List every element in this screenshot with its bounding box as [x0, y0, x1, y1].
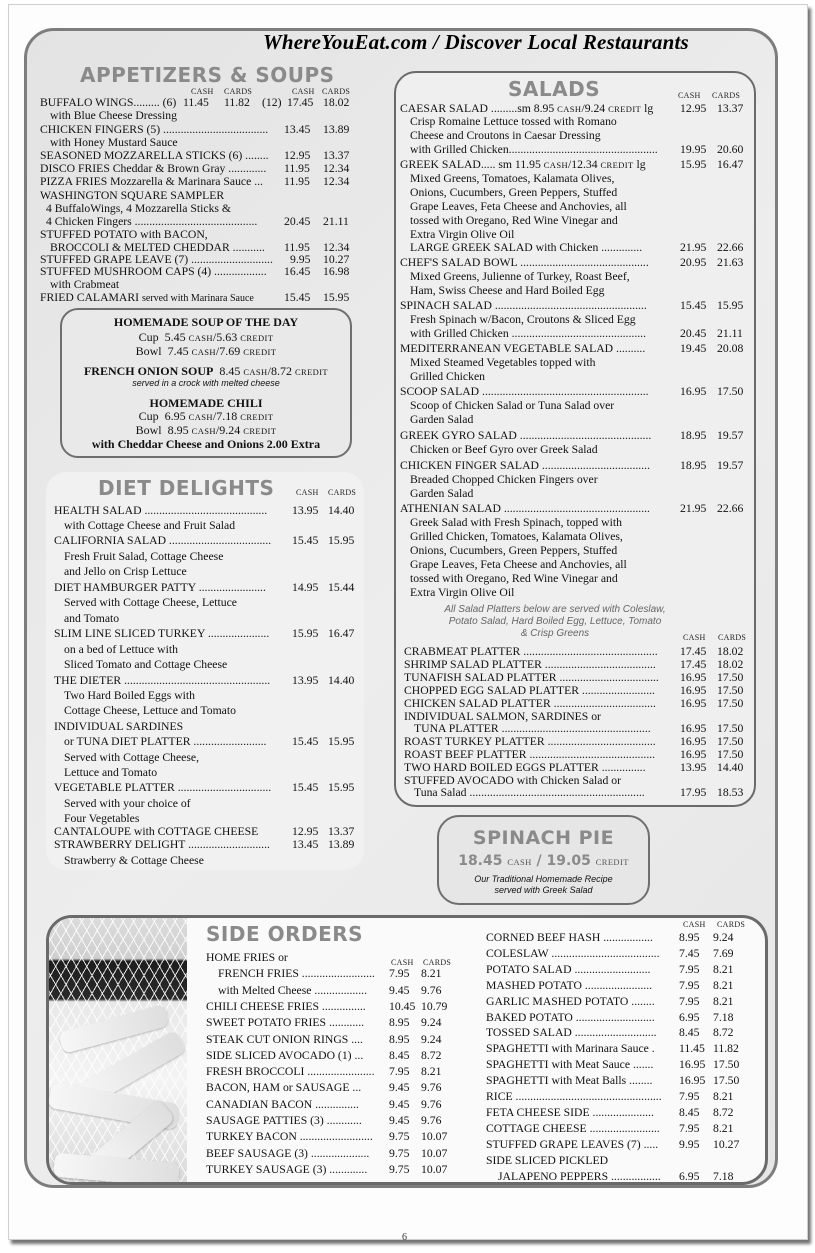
- item-desc: Two Hard Boiled Eggs with: [64, 689, 195, 702]
- onion-note: served in a crock with melted cheese: [132, 378, 280, 388]
- col-cards: CARDS: [328, 488, 357, 497]
- item-desc: Garden Salad: [410, 413, 474, 426]
- spinach-pie-price: 18.45 CASH / 19.05 CREDIT: [458, 853, 629, 869]
- chili-bowl: Bowl 8.95 CASH/9.24 CREDIT: [135, 423, 277, 437]
- item-desc: with Honey Mustard Sauce: [50, 136, 178, 149]
- site-title[interactable]: WhereYouEat.com / Discover Local Restaurants: [263, 30, 689, 54]
- salads-heading: SALADS: [508, 77, 601, 101]
- item-desc: tossed with Oregano, Red Wine Vinegar and: [410, 214, 618, 227]
- col-cards: CARDS: [712, 91, 741, 100]
- soup-bowl: Bowl 7.45 CASH/7.69 CREDIT: [135, 344, 277, 358]
- item-desc: Served with Cottage Cheese,: [64, 751, 200, 764]
- item-desc: Fresh Fruit Salad, Cottage Cheese: [64, 550, 224, 563]
- col-cash: CASH: [292, 87, 315, 96]
- salads-section: SALADS CASH CARDS CAESAR SALAD .........sm 8.95 CASH/9.24 CREDIT lg 12.95 13.37 Crisp Romaine Lettuce tossed with Romano Cheese and Croutons in Caesar Dressing with Grilled Chicken................................................... 19.95 20.60 GREEK SALAD..... sm 11.95 CASH/12.34 CREDIT lg 15.95 16.47 Mixed Greens, Tomatoes, Kalamata Olives, Onions, Cucumbers, Green Peppers, Stuffed Grape Leaves, Feta Cheese and Anchovies, all tossed with Oregano, Red Wine Vinegar and Extra Virgin Olive Oil LARGE GREEK SALAD with Chicken .............. 21.95 22.66 CHEF'S SALAD BOWL ............................................ 20.95 21.63 Mixed Greens, Julienne of Turkey, Roast Beef, Ham, Swiss Cheese and Hard Boiled Egg SPINACH SALAD .................................................... 15.45 15.95 Fresh Spinach w/Bacon, Croutons & Sliced Egg with Grilled Chicken .............................................. 20.45 21.11 MEDITERRANEAN VEGETABLE SALAD .......... 19.45 20.08 Mixed Steamed Vegetables topped with Grilled Chicken SCOOP SALAD ......................................................... 16.95 17.50 Scoop of Chicken Salad or Tuna Salad over Garden Salad GREEK GYRO SALAD ............................................. 18.95 19.57 Chicken or Beef Gyro over Greek Salad CHICKEN FINGER SALAD ..................................... 18.95 19.57 Breaded Chopped Chicken Fingers over Garden Salad ATHENIAN SALAD .................................................. 21.95 22.66 Greek Salad with Fresh Spinach, topped with Grilled Chicken, Tomatoes, Kalamata Olives, Onions, Cucumbers, Green Peppers, Stuffed Grape Leaves, Feta Cheese and Anchovies, all tossed with Oregano, Red Wine Vinegar and Extra Virgin Olive Oil All Salad Platters below are served with Coleslaw, Potato Salad, Hard Boiled Egg, Lettuce, Tomato & Crisp Greens CASH CARDS CRABMEAT PLATTER .............................................. 17.45 18.02 SHRIMP SALAD PLATTER ...................................... 17.45 18.02 TUNAFISH SALAD PLATTER .................................. 16.95 17.50 CHOPPED EGG SALAD PLATTER ......................... 16.95 17.50 CHICKEN SALAD PLATTER ................................... 16.95 17.50 INDIVIDUAL SALMON, SARDINES or TUNA PLATTER ................................................... 16.95 17.50 ROAST TURKEY PLATTER ..................................... 16.95 17.50 ROAST BEEF PLATTER ........................................... 16.95 17.50 TWO HARD BOILED EGGS PLATTER ............... 13.95 14.40 STUFFED AVOCADO with Chicken Salad or Tuna Salad ............................................................ 17.95 18.53: [394, 71, 756, 807]
- item-desc: Onions, Cucumbers, Green Peppers, Stuffed: [410, 544, 618, 557]
- col-cash: CASH: [296, 488, 319, 497]
- item-desc: Onions, Cucumbers, Green Peppers, Stuffed: [410, 186, 618, 199]
- col-cards: CARDS: [322, 87, 351, 96]
- item-desc: and Jello on Crisp Lettuce: [64, 565, 187, 578]
- spinach-pie-desc: Our Traditional Homemade Recipe served with Greek Salad: [474, 874, 613, 895]
- item-desc: with Cottage Cheese and Fruit Salad: [64, 519, 236, 532]
- item-desc: Fresh Spinach w/Bacon, Croutons & Sliced Egg: [410, 313, 636, 326]
- item-desc: Mixed Steamed Vegetables topped with: [410, 356, 596, 369]
- item-desc: Greek Salad with Fresh Spinach, topped with: [410, 516, 622, 529]
- item-desc: Served with your choice of: [64, 797, 191, 810]
- side-orders-heading: SIDE ORDERS: [206, 922, 364, 946]
- soup-cup: Cup 5.45 CASH/5.63 CREDIT: [138, 330, 274, 344]
- soup-day-title: HOMEMADE SOUP OF THE DAY: [113, 315, 299, 329]
- chili-cup: Cup 6.95 CASH/7.18 CREDIT: [138, 409, 274, 423]
- item-desc: with Crabmeat: [50, 278, 120, 291]
- item-desc: Grilled Chicken, Tomatoes, Kalamata Olives,: [410, 530, 623, 543]
- page-number: 6: [402, 1232, 407, 1243]
- spinach-pie-title: SPINACH PIE: [472, 827, 615, 849]
- diet-heading: DIET DELIGHTS: [98, 476, 275, 500]
- item-desc: Grape Leaves, Feta Cheese and Anchovies, all: [410, 558, 627, 571]
- item-desc: Cheese and Croutons in Caesar Dressing: [410, 129, 601, 142]
- item-desc: Scoop of Chicken Salad or Tuna Salad over: [410, 399, 615, 412]
- item-desc: and Tomato: [64, 612, 120, 625]
- item-desc: Grilled Chicken: [410, 370, 485, 383]
- item-desc: Garden Salad: [410, 487, 474, 500]
- item-desc: Served with Cottage Cheese, Lettuce: [64, 596, 237, 609]
- french-onion-soup: FRENCH ONION SOUP 8.45 CASH/8.72 CREDIT: [83, 364, 329, 378]
- item-desc: Grape Leaves, Feta Cheese and Anchovies, all: [410, 200, 627, 213]
- item-desc: tossed with Oregano, Red Wine Vinegar and: [410, 572, 618, 585]
- col-cards: CARDS: [423, 958, 452, 967]
- soups-box: [60, 308, 352, 458]
- item-desc: Extra Virgin Olive Oil: [410, 586, 515, 599]
- appetizers-section: APPETIZERS & SOUPS CASH CARDS CASH CARDS BUFFALO WINGS......... (6) 11.45 11.82 (12) 17.45 18.02 with Blue Cheese Dressing CHICKEN FINGERS (5) .................................... 13.45 13.89 with Honey Mustard Sauce SEASONED MOZZARELLA STICKS (6) ........ 12.95 13.37 DISCO FRIES Cheddar & Brown Gray ............. 11.95 12.34 PIZZA FRIES Mozzarella & Marinara Sauce ... 11.95 12.34 WASHINGTON SQUARE SAMPLER 4 BuffaloWings, 4 Mozzarella Sticks & 4 Chicken Fingers .......................................... 20.45 21.11 STUFFED POTATO with BACON, BROCCOLI & MELTED CHEDDAR ........... 11.95 12.34 STUFFED GRAPE LEAVE (7) ............................ 9.95 10.27 STUFFED MUSHROOM CAPS (4) .................. 16.45 16.98 with Crabmeat FRIED CALAMARI served with Marinara Sauce 15.45 15.95: [40, 63, 351, 304]
- item-desc: Lettuce and Tomato: [64, 766, 158, 779]
- item-desc: Cottage Cheese, Lettuce and Tomato: [64, 704, 236, 717]
- col-cash: CASH: [683, 920, 706, 929]
- col-cards: CARDS: [718, 633, 747, 642]
- item-desc: Strawberry & Cottage Cheese: [64, 854, 204, 867]
- item-desc: Extra Virgin Olive Oil: [410, 228, 515, 241]
- item-desc: Mixed Greens, Tomatoes, Kalamata Olives,: [410, 172, 615, 185]
- item-desc: Ham, Swiss Cheese and Hard Boiled Egg: [410, 284, 605, 297]
- col-cash: CASH: [683, 633, 706, 642]
- item-desc: Mixed Greens, Julienne of Turkey, Roast Beef,: [410, 270, 630, 283]
- col-cards: CARDS: [224, 87, 253, 96]
- appetizers-heading: APPETIZERS & SOUPS: [80, 63, 335, 87]
- diet-delights-section: DIET DELIGHTS CASH CARDS HEALTH SALAD .......................................... 13.95 14.40 with Cottage Cheese and Fruit Salad CALIFORNIA SALAD ................................... 15.45 15.95 Fresh Fruit Salad, Cottage Cheese and Jello on Crisp Lettuce DIET HAMBURGER PATTY ....................... 14.95 15.44 Served with Cottage Cheese, Lettuce and Tomato SLIM LINE SLICED TURKEY ..................... 15.95 16.47 on a bed of Lettuce with Sliced Tomato and Cottage Cheese THE DIETER .................................................. 13.95 14.40 Two Hard Boiled Eggs with Cottage Cheese, Lettuce and Tomato INDIVIDUAL SARDINES or TUNA DIET PLATTER ......................... 15.45 15.95 Served with Cottage Cheese, Lettuce and Tomato VEGETABLE PLATTER ................................ 15.45 15.95 Served with your choice of Four Vegetables CANTALOUPE with COTTAGE CHEESE 12.95 13.37 STRAWBERRY DELIGHT ............................ 13.45 13.89 Strawberry & Cottage Cheese: [46, 472, 364, 870]
- item-desc: on a bed of Lettuce with: [64, 643, 178, 656]
- item-desc: Sliced Tomato and Cottage Cheese: [64, 658, 228, 671]
- col-cards: CARDS: [717, 920, 746, 929]
- platter-note: All Salad Platters below are served with Coleslaw,: [444, 604, 666, 615]
- item-desc: Breaded Chopped Chicken Fingers over: [410, 473, 598, 486]
- item-desc: with Blue Cheese Dressing: [50, 109, 177, 122]
- chili-title: HOMEMADE CHILI: [149, 396, 263, 410]
- item-desc: Chicken or Beef Gyro over Greek Salad: [410, 443, 598, 456]
- chili-extra: with Cheddar Cheese and Onions 2.00 Extra: [91, 437, 321, 451]
- col-cash: CASH: [191, 87, 214, 96]
- platter-note: Potato Salad, Hard Boiled Egg, Lettuce, Tomato: [448, 616, 662, 627]
- side-orders-section: SIDE ORDERS CASH CARDS HOME FRIES or FRENCH FRIES ......................... 7.95 8.21 with Melted Cheese .................. 9.45 9.76 CHILI CHEESE FRIES ............... 10.45 10.79 SWEET POTATO FRIES ............ 8.95 9.24 STEAK CUT ONION RINGS .... 8.95 9.24 SIDE SLICED AVOCADO (1) ... 8.45 8.72 FRESH BROCCOLI ....................... 7.95 8.21 BACON, HAM or SAUSAGE ... 9.45 9.76 CANADIAN BACON ............... 9.45 9.76 SAUSAGE PATTIES (3) ............ 9.45 9.76 TURKEY BACON ......................... 9.75 10.07 BEEF SAUSAGE (3) .................... 9.75 10.07 TURKEY SAUSAGE (3) ............. 9.75 10.07 CASH CARDS CORNED BEEF HASH ................. 8.95 9.24 COLESLAW ..................................... 7.45 7.69 POTATO SALAD .......................... 7.95 8.21 MASHED POTATO ....................... 7.95 8.21 GARLIC MASHED POTATO ........ 7.95 8.21 BAKED POTATO ........................... 6.95 7.18 TOSSED SALAD ............................ 8.45 8.72 SPAGHETTI with Marinara Sauce . 11.45 11.82 SPAGHETTI with Meat Sauce ....... 16.95 17.50 SPAGHETTI with Meat Balls ........ 16.95 17.50 RICE .................................................. 7.95 8.21 FETA CHEESE SIDE ..................... 8.45 8.72 COTTAGE CHEESE ........................ 7.95 8.21 STUFFED GRAPE LEAVES (7) ..... 9.95 10.27 SIDE SLICED PICKLED JALAPENO PEPPERS ................. 6.95 7.18: [46, 915, 768, 1185]
- col-cash: CASH: [391, 958, 414, 967]
- spinach-pie-box: [437, 815, 650, 905]
- item-desc: 4 BuffaloWings, 4 Mozzarella Sticks &: [46, 202, 231, 215]
- french-fries-image: [49, 918, 187, 1185]
- item-desc: Four Vegetables: [64, 812, 140, 825]
- col-cash: CASH: [678, 91, 701, 100]
- item-desc: Crisp Romaine Lettuce tossed with Romano: [410, 115, 617, 128]
- platter-note: & Crisp Greens: [520, 628, 590, 639]
